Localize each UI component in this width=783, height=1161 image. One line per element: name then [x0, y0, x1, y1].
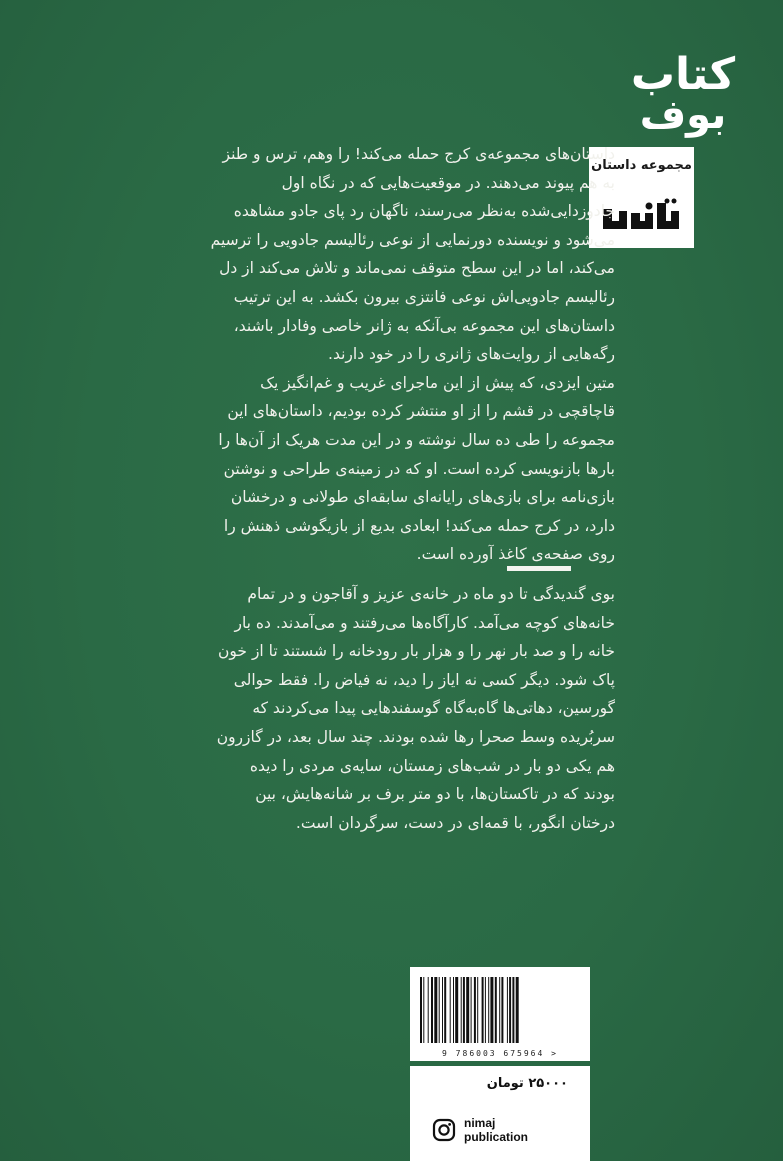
- description-line: می‌شود و نویسنده دورنمایی از نوعی رئالیسم جادویی را ترسیم: [210, 230, 615, 249]
- barcode-bar: [499, 977, 500, 1043]
- instagram-icon: [432, 1118, 456, 1142]
- description-line: مجموعه را طی ده سال نوشته و در این مدت هریک از آن‌ها را: [218, 430, 615, 449]
- description-line: جادوزدایی‌شده به‌نظر می‌رسند، ناگهان رد پای جادو مشاهده: [233, 202, 615, 221]
- barcode-bar: [495, 977, 497, 1043]
- barcode-bar: [471, 977, 472, 1043]
- barcode-bar: [482, 977, 484, 1043]
- description-line: رئالیسم جادویی‌اش نوعی فانتزی بیرون بکشد. به این ترتیب: [233, 287, 615, 306]
- book-excerpt: [25, 580, 615, 837]
- collection-label: مجموعه داستان: [591, 158, 692, 173]
- excerpt-line: گورسین، دهاتی‌ها گاه‌به‌گاه گوسفندهایی پیدا می‌کردند که: [252, 699, 615, 718]
- description-line: روی صفحه‌ی کاغذ آورده است.: [416, 545, 615, 564]
- excerpt-line: سربُریده وسط صحرا رها شده بودند. چند سال بعد، در گازرون: [216, 727, 615, 746]
- brand-line-2: بوف: [639, 91, 727, 138]
- brand-line-1: کتاب: [630, 49, 736, 100]
- excerpt-line: بوی گندیدگی تا دو ماه در خانه‌ی عزیز و آقاجون و در تمام: [247, 585, 615, 603]
- barcode-bar: [507, 977, 508, 1043]
- price-label: ۲۵۰۰۰ تومان: [486, 1076, 568, 1091]
- barcode-bar: [466, 977, 469, 1043]
- description-line: قاچاقچی در قشم را از او منتشر کرده بودیم، داستان‌های این: [227, 402, 615, 421]
- book-description: [25, 140, 615, 569]
- description-line: متین ایزدی، که پیش از این ماجرای غریب و غم‌انگیز یک: [260, 373, 615, 392]
- excerpt-line: پاک شود. دیگر کسی نه ایاز را دید، نه فیاض را. فقط حوالی: [233, 670, 615, 689]
- barcode-bar: [444, 977, 446, 1043]
- barcode-bar: [453, 977, 454, 1043]
- barcode-bar: [450, 977, 451, 1043]
- barcode-bar: [490, 977, 493, 1043]
- barcode-bar: [428, 977, 429, 1043]
- description-line: به هم پیوند می‌دهند. در موقعیت‌هایی که در نگاه اول: [281, 173, 615, 192]
- barcode-bar: [463, 977, 465, 1043]
- barcode-bar: [423, 977, 424, 1043]
- instagram-handle-line-1: nimaj: [464, 1116, 496, 1130]
- instagram-handle-line-2: publication: [464, 1130, 528, 1144]
- barcode-bar: [439, 977, 440, 1043]
- description-line: بارها بازنویسی کرده است. او که در زمینه‌ی طراحی و نوشتن: [223, 459, 615, 478]
- barcode-bar: [485, 977, 486, 1043]
- description-line: داستان‌های مجموعه‌ی کرج حمله می‌کند! را وهم، ترس و طنز: [222, 145, 615, 163]
- barcode-bar: [442, 977, 443, 1043]
- section-divider: [507, 566, 571, 571]
- barcode-bar: [420, 977, 422, 1043]
- barcode-bar: [455, 977, 458, 1043]
- isbn-barcode: [410, 967, 590, 1061]
- barcode-bar: [461, 977, 462, 1043]
- excerpt-line: بودند که در تاکستان‌ها، با دو متر برف بر شانه‌هایش، بین: [255, 785, 615, 804]
- bouf-book-brand: [623, 49, 743, 138]
- excerpt-line: هم یکی دو بار در شب‌های زمستان، سایه‌ی مردی را دیده: [249, 756, 615, 775]
- barcode-bar: [474, 977, 476, 1043]
- excerpt-line: درختان انگور، با قمه‌ای در دست، سرگردان است.: [295, 813, 615, 832]
- description-line: بازی‌نامه برای بازی‌های رایانه‌ای سابقه‌ای طولانی و درخشان: [230, 488, 615, 507]
- description-line: می‌کند، اما در این سطح متوقف نمی‌ماند و تلاش می‌کند از دل: [219, 259, 615, 278]
- barcode-bar: [477, 977, 478, 1043]
- barcode-bar: [516, 977, 519, 1043]
- excerpt-line: خانه‌های کوچه می‌آمد. کارآگاه‌ها می‌رفتند و می‌آمدند. ده بار: [234, 613, 615, 632]
- barcode-icon: [418, 977, 582, 1045]
- barcode-bar: [431, 977, 433, 1043]
- barcode-bar: [488, 977, 489, 1043]
- instagram-handle: [432, 1116, 528, 1144]
- description-line: دارد، در کرج حمله می‌کند! ابعادی بدیع از بازیگوشی ذهنش را: [223, 516, 615, 535]
- barcode-bar: [501, 977, 503, 1043]
- isbn-number: 9 786003 675964 >: [442, 1049, 558, 1058]
- description-line: رگه‌هایی از روایت‌های ژانری را در خود دارند.: [328, 345, 615, 364]
- description-line: داستان‌های این مجموعه بی‌آنکه به ژانر خاصی وفادار باشند،: [233, 316, 615, 335]
- barcode-bar: [512, 977, 514, 1043]
- price-social-box: [410, 1066, 590, 1161]
- excerpt-line: خانه را و صد بار نهر را و هزار بار رودخانه را شستند تا از خون: [218, 642, 615, 661]
- barcode-bar: [509, 977, 511, 1043]
- barcode-bar: [434, 977, 437, 1043]
